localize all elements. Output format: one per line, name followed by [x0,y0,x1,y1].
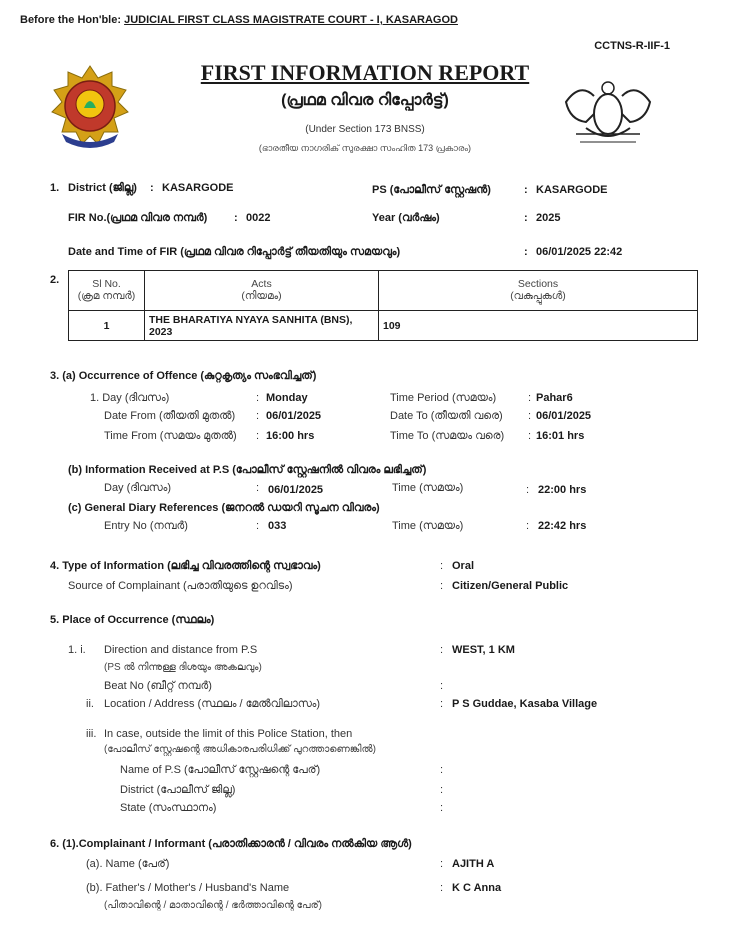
fir-datetime-value: 06/01/2025 22:42 [536,246,623,258]
acts-table-header [69,271,698,311]
fir-datetime-label: Date and Time of FIR (പ്രഥമ വിവര റിപ്പോർട്ട് തീയതിയും സമയവും) [68,246,401,258]
beat-colon: : [440,680,444,692]
year-value: 2025 [536,212,561,224]
beat-label: Beat No (ബീറ്റ് നമ്പർ) [104,680,212,692]
section1-number: 1. [50,182,60,194]
info-time-value: 22:00 hrs [538,484,587,496]
gd-time-value: 22:42 hrs [538,520,587,532]
source-value: Citizen/General Public [452,580,569,592]
place-item-1: 1. i. [68,644,86,656]
section5-heading: 5. Place of Occurrence (സ്ഥലം) [50,614,215,626]
fir-datetime-colon: : [524,246,528,258]
time-from-label: Time From (സമയം മുതൽ) [104,430,237,442]
time-from-colon: : [256,430,260,442]
year-colon: : [524,212,528,224]
row-sl: 1 [69,311,145,341]
gd-time-label: Time (സമയം) [392,520,464,532]
gd-entry-value: 033 [268,520,287,532]
source-colon: : [440,580,444,592]
complainant-name-label: (a). Name (പേര്) [86,858,170,870]
row-act: THE BHARATIYA NYAYA SANHITA (BNS), 2023 [145,311,379,341]
ps-colon: : [524,184,528,196]
info-time-colon: : [526,484,530,496]
time-to-label: Time To (സമയം വരെ) [390,430,505,442]
fir-label: FIR No.(പ്രഥമ വിവര നമ്പർ) [68,212,208,224]
state-label: State (സംസ്ഥാനം) [120,802,217,814]
district-value: KASARGODE [162,182,234,194]
outside-limit-label: In case, outside the limit of this Police Station, then [104,728,353,740]
col-sections-header: Sections (വകുപ്പുകൾ) [379,271,698,311]
direction-value: WEST, 1 KM [452,644,515,656]
info-day-value: 06/01/2025 [268,484,324,496]
before-prefix: Before the Hon'ble: [20,14,122,26]
year-label: Year (വർഷം) [372,212,440,224]
father-name-value: K C Anna [452,882,502,894]
occ-day-value: Monday [266,392,308,404]
time-period-label: Time Period (സമയം) [390,392,497,404]
complainant-name-value: AJITH A [452,858,495,870]
fir-value: 0022 [246,212,271,224]
ps-name-label: Name of P.S (പോലീസ് സ്റ്റേഷന്റെ പേര്) [120,764,321,776]
info-time-label: Time (സമയം) [392,482,464,494]
time-to-colon: : [528,430,532,442]
time-to-value: 16:01 hrs [536,430,585,442]
date-to-label: Date To (തീയതി വരെ) [390,410,503,422]
report-title: FIRST INFORMATION REPORT [200,60,530,85]
under-section-ml: (ഭാരതീയ നാഗരിക് സുരക്ഷാ സംഹിത 173 പ്രകാരം) [258,143,472,153]
source-label: Source of Complainant (പരാതിയുടെ ഉറവിടം) [68,580,293,592]
occ-day-colon: : [256,392,260,404]
direction-label-ml: (PS ൽ നിന്നുള്ള ദിശയും അകലവും) [104,662,262,673]
report-title-ml: (പ്രഥമ വിവര റിപ്പോർട്ട്) [281,92,449,109]
direction-colon: : [440,644,444,656]
date-to-colon: : [528,410,532,422]
outside-limit-label-ml: (പോലീസ് സ്റ്റേഷന്റെ അധികാരപരിധിക്ക് പുറത്താണെങ്കിൽ) [104,744,376,755]
row-sections: 109 [379,311,698,341]
court-name: JUDICIAL FIRST CLASS MAGISTRATE COURT - I, KASARAGOD [124,14,458,26]
acts-table [68,270,698,341]
fir-colon: : [234,212,238,224]
section6-heading: 6. (1).Complainant / Informant (പരാതിക്കാരൻ / വിവരം നൽകിയ ആൾ) [50,838,412,850]
date-to-value: 06/01/2025 [536,410,592,422]
place-item-iii: iii. [86,728,97,740]
section2-number: 2. [50,274,60,286]
info-day-label: Day (ദിവസം) [104,482,172,494]
place-item-ii: ii. [86,698,94,710]
district-colon: : [150,182,154,194]
info-type-value: Oral [452,560,475,572]
date-from-colon: : [256,410,260,422]
info-received-heading: (b) Information Received at P.S (പോലീസ് സ്റ്റേഷനിൽ വിവരം ലഭിച്ചത്) [68,464,427,476]
gd-time-colon: : [526,520,530,532]
gd-reference-heading: (c) General Diary References (ജനറൽ ഡയറി സൂചന വിവരം) [68,502,380,514]
outside-district-label: District (പോലീസ് ജില്ല) [120,784,236,796]
ps-label: PS (പോലീസ് സ്റ്റേഷൻ) [372,184,491,196]
gd-entry-label: Entry No (നമ്പർ) [104,520,188,532]
time-from-value: 16:00 hrs [266,430,315,442]
location-value: P S Guddae, Kasaba Village [452,698,598,710]
direction-label: Direction and distance from P.S [104,644,258,656]
date-from-label: Date From (തീയതി മുതൽ) [104,410,236,422]
col-sl-header: Sl No. (ക്രമ നമ്പർ) [69,271,145,311]
time-period-value: Pahar6 [536,392,573,404]
father-name-label: (b). Father's / Mother's / Husband's Name [86,882,290,894]
form-code: CCTNS-R-IIF-1 [594,40,670,52]
ps-name-colon: : [440,764,444,776]
table-row [69,311,698,341]
father-name-label-ml: (പിതാവിന്റെ / മാതാവിന്റെ / ഭർത്താവിന്റെ പേര്) [104,900,322,911]
section3-heading: 3. (a) Occurrence of Offence (കുറ്റകൃത്യം സംഭവിച്ചത്) [50,370,317,382]
section4-heading: 4. Type of Information (ലഭിച്ച വിവരത്തിന്റെ സ്വഭാവം) [50,560,321,572]
location-label: Location / Address (സ്ഥലം / മേൽവിലാസം) [104,698,321,710]
location-colon: : [440,698,444,710]
under-section: (Under Section 173 BNSS) [305,124,425,135]
district-label: District (ജില്ല) [68,182,137,194]
gd-entry-colon: : [256,520,260,532]
father-name-colon: : [440,882,444,894]
court-line [20,14,458,26]
complainant-name-colon: : [440,858,444,870]
occ-day-label: 1. Day (ദിവസം) [90,392,170,404]
outside-district-colon: : [440,784,444,796]
info-day-colon: : [256,482,260,494]
state-colon: : [440,802,444,814]
ps-value: KASARGODE [536,184,608,196]
col-acts-header: Acts (നിയമം) [145,271,379,311]
date-from-value: 06/01/2025 [266,410,322,422]
info-type-colon: : [440,560,444,572]
time-period-colon: : [528,392,532,404]
